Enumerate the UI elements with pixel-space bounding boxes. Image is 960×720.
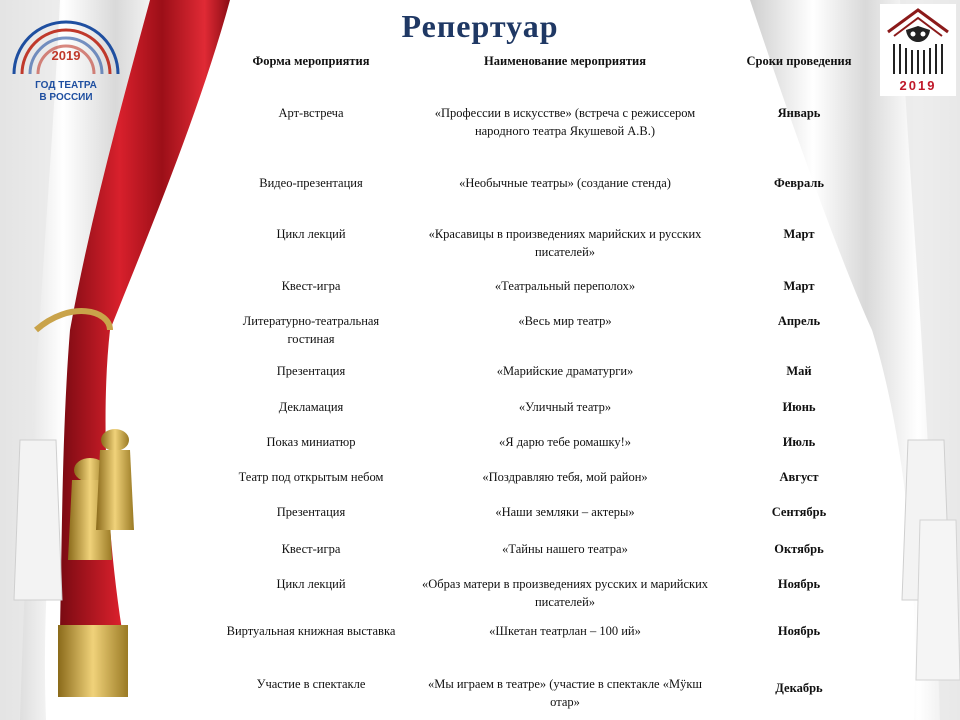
page-title: Репертуар	[401, 8, 559, 44]
row-form: Виртуальная книжная выставка	[226, 624, 396, 638]
row-form: Арт-встреча	[278, 106, 344, 120]
row-name: «Необычные театры» (создание стенда)	[459, 176, 671, 190]
row-name: «Мы играем в театре» (участие в спектакле «Мӱкш отар»	[427, 677, 703, 709]
row-form: Видео-презентация	[259, 176, 363, 190]
row-form: Квест-игра	[281, 279, 341, 293]
row-date: Ноябрь	[777, 624, 821, 638]
row-date: Февраль	[774, 176, 824, 190]
row-name: «Поздравляю тебя, мой район»	[482, 470, 648, 484]
row-name: «Весь мир театр»	[518, 314, 612, 328]
row-name: «Шкетан театрлан – 100 ий»	[489, 624, 641, 638]
row-date: Март	[783, 227, 815, 241]
row-name: «Образ матери в произведениях русских и марийских писателей»	[421, 577, 709, 609]
row-date: Декабрь	[775, 681, 823, 695]
logo-line-2: В РОССИИ	[39, 92, 93, 103]
header-form: Форма мероприятия	[252, 54, 370, 68]
row-name: «Наши земляки – актеры»	[495, 505, 635, 519]
row-date: Июнь	[782, 400, 816, 414]
row-date: Октябрь	[774, 542, 824, 556]
row-form: Литературно-театральная гостиная	[242, 314, 380, 346]
header-date: Сроки проведения	[746, 54, 852, 68]
row-form: Показ миниатюр	[266, 435, 356, 449]
row-form: Презентация	[276, 364, 346, 378]
row-form: Презентация	[276, 505, 346, 519]
row-date: Январь	[777, 106, 821, 120]
row-name: «Красавицы в произведениях марийских и русских писателей»	[428, 227, 702, 259]
row-form: Цикл лекций	[276, 577, 346, 591]
row-name: «Уличный театр»	[518, 400, 612, 414]
row-date: Март	[783, 279, 815, 293]
row-date: Август	[779, 470, 819, 484]
row-name: «Тайны нашего театра»	[502, 542, 628, 556]
row-form: Квест-игра	[281, 542, 341, 556]
logo-line-1: ГОД ТЕАТРА	[35, 80, 97, 91]
row-date: Сентябрь	[771, 505, 827, 519]
logo-right-year: 2019	[899, 78, 937, 93]
row-form: Цикл лекций	[276, 227, 346, 241]
header-name: Наименование мероприятия	[484, 54, 646, 68]
row-form: Декламация	[278, 400, 344, 414]
row-name: «Профессии в искусстве» (встреча с режиссером народного театра Якушевой А.В.)	[434, 106, 696, 138]
row-form: Участие в спектакле	[256, 677, 366, 691]
row-date: Май	[786, 364, 812, 378]
row-date: Июль	[782, 435, 816, 449]
row-name: «Я дарю тебе ромашку!»	[498, 435, 632, 449]
row-date: Апрель	[777, 314, 821, 328]
row-name: «Театральный переполох»	[494, 279, 636, 293]
row-form: Театр под открытым небом	[238, 470, 384, 484]
row-date: Ноябрь	[777, 577, 821, 591]
row-name: «Марийские драматурги»	[496, 364, 634, 378]
logo-year: 2019	[51, 48, 81, 63]
